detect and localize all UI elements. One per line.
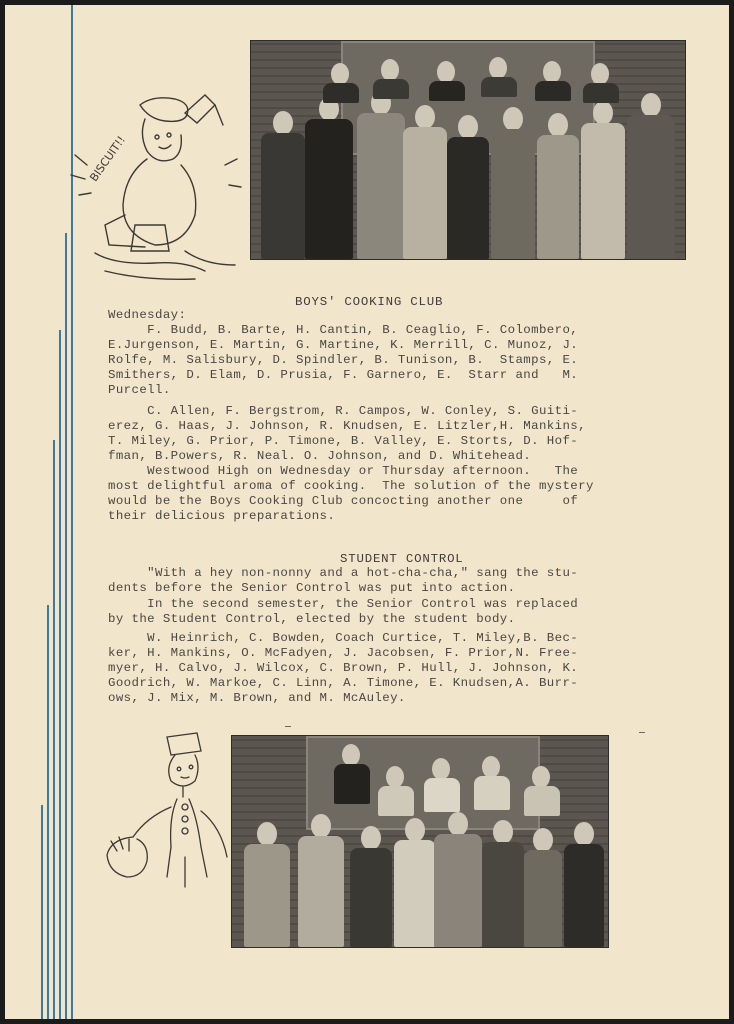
print-mark: [285, 726, 291, 727]
student-control-line: ows, J. Mix, M. Brown, and M. McAuley.: [108, 691, 406, 705]
cooking-club-line: F. Budd, B. Barte, H. Cantin, B. Ceaglio, F. Colombero,: [108, 323, 579, 337]
pointing-figure-sketch: [97, 727, 237, 897]
cooking-club-line: Westwood High on Wednesday or Thursday afternoon. The: [108, 464, 579, 478]
cooking-club-line: erez, G. Haas, J. Johnson, R. Knudsen, E. Litzler,H. Mankins,: [108, 419, 586, 433]
margin-line-3: [53, 440, 55, 1019]
cooking-club-line: T. Miley, G. Prior, P. Timone, B. Valley, E. Storts, D. Hof-: [108, 434, 579, 448]
cooking-club-line: Purcell.: [108, 383, 171, 397]
student-control-line: Goodrich, W. Markoe, C. Linn, A. Timone, E. Knudsen,A. Burr-: [108, 676, 579, 690]
student-control-line: by the Student Control, elected by the student body.: [108, 612, 516, 626]
margin-line-5: [41, 805, 43, 1019]
student-control-photo: [232, 736, 608, 947]
cooking-club-line: C. Allen, F. Bergstrom, R. Campos, W. Conley, S. Guiti-: [108, 404, 579, 418]
student-control-title: STUDENT CONTROL: [340, 552, 464, 566]
cooking-club-line: their delicious preparations.: [108, 509, 336, 523]
student-control-line: "With a hey non-nonny and a hot-cha-cha," sang the stu-: [108, 566, 579, 580]
student-control-line: dents before the Senior Control was put into action.: [108, 581, 516, 595]
student-control-line: W. Heinrich, C. Bowden, Coach Curtice, T. Miley,B. Bec-: [108, 631, 579, 645]
cooking-club-line: would be the Boys Cooking Club concocting another one of: [108, 494, 579, 508]
print-mark: [639, 732, 645, 733]
chef-hammer-sketch: [65, 75, 245, 300]
cooking-club-line: E.Jurgenson, E. Martin, G. Martine, K. Merrill, C. Munoz, J.: [108, 338, 579, 352]
cooking-club-photo: [251, 41, 685, 259]
student-control-line: myer, H. Calvo, J. Wilcox, C. Brown, P. Hull, J. Johnson, K.: [108, 661, 579, 675]
student-control-line: In the second semester, the Senior Control was replaced: [108, 597, 579, 611]
cooking-club-line: Rolfe, M. Salisbury, D. Spindler, B. Tunison, B. Stamps, E.: [108, 353, 579, 367]
margin-line-2: [59, 330, 61, 1019]
sketch-biscuit-caption: BISCUIT!!: [87, 133, 128, 184]
margin-line-4: [47, 605, 49, 1019]
cooking-club-line: most delightful aroma of cooking. The solution of the mystery: [108, 479, 594, 493]
student-control-line: ker, H. Mankins, O. McFadyen, J. Jacobsen, F. Prior,N. Free-: [108, 646, 579, 660]
cooking-club-line: fman, B.Powers, R. Neal. O. Johnson, and D. Whitehead.: [108, 449, 532, 463]
yearbook-page: [5, 5, 729, 1019]
margin-line-1: [65, 233, 67, 1019]
cooking-club-title: BOYS' COOKING CLUB: [295, 295, 444, 309]
cooking-club-line: Smithers, D. Elam, D. Prusia, F. Garnero, E. Starr and M.: [108, 368, 579, 382]
cooking-club-line: Wednesday:: [108, 308, 187, 322]
